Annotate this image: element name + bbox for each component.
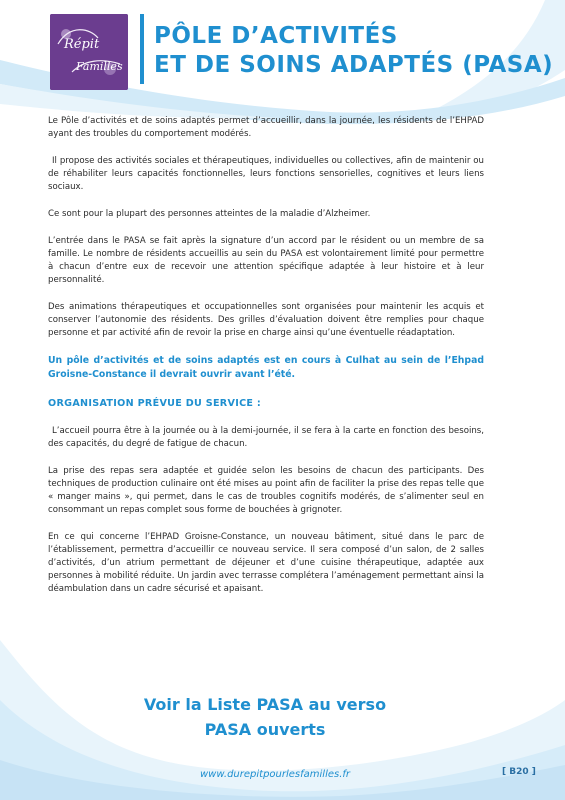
cta-line-2: PASA ouverts [204,720,326,739]
section-heading: ORGANISATION PRÉVUE DU SERVICE : [48,398,262,409]
section-paragraph: La prise des repas sera adaptée et guidée selon les besoins de chacun des participants. Des techniques de production culinaire ont été mises au point afin de faciliter la prise des repas telle que « manger mains », qui permet, dans le cas de troubles cognitifs modérés, de s’alimenter seul en consommant un repas complet sous forme de bouchées à grignoter. [48,466,484,515]
highlight-notice: Un pôle d’activités et de soins adaptés est en cours à Culhat au sein de l’Ehpad Groisne-Constance il devrait ouvrir avant l’été. [48,355,484,380]
page-number: [ B20 ] [502,767,536,777]
paragraph: L’entrée dans le PASA se fait après la signature d’un accord par le résident ou un membre de sa famille. Le nombre de résidents accueillis au sein du PASA est volontairement limité pour permettre à chacun d’entre eux de recevoir une attention spécifique adaptée à leur histoire et à leur personnalité. [48,236,484,285]
paragraph: Ce sont pour la plupart des personnes atteintes de la maladie d’Alzheimer. [48,209,371,219]
title-accent-bar [140,14,144,84]
page-title [154,22,553,80]
logo-artwork [50,14,128,90]
title-line-1: PÔLE D’ACTIVITÉS [154,23,398,49]
section-paragraph: L’accueil pourra être à la journée ou à la demi-journée, il se fera à la carte en fonction des besoins, des capacités, du degré de fatigue de chacun. [48,426,484,449]
title-line-2: ET DE SOINS ADAPTÉS (PASA) [154,52,554,78]
main-content [48,115,484,610]
logo [50,14,128,90]
footer-website-link[interactable]: www.durepitpourlesfamilles.fr [200,769,351,780]
logo-text-2: Familles [76,60,123,73]
cta-line-1: Voir la Liste PASA au verso [143,695,387,714]
paragraph: Il propose des activités sociales et thérapeutiques, individuelles ou collectives, afin de maintenir ou de réhabiliter leurs capacités fonctionnelles, leurs fonctions sensorielles, cognitives et leurs liens sociaux. [48,156,484,192]
paragraph: Des animations thérapeutiques et occupationnelles sont organisées pour maintenir les acquis et conserver l’autonomie des résidents. Des grilles d’évaluation doivent être remplies pour chaque personne et par activité afin de revoir la prise en charge ainsi qu’une éventuelle réadaptation. [48,302,484,338]
section-paragraph: En ce qui concerne l’EHPAD Groisne-Constance, un nouveau bâtiment, situé dans le parc de l’établissement, permettra d’accueillir ce nouveau service. Il sera composé d’un salon, de 2 salles d’activités, d’un atrium permettant de déjeuner et d’une cuisine thérapeutique, adaptée aux personnes à mobilité réduite. Un jardin avec terrasse complétera l’aménagement permettant ainsi la déambulation dans un cadre sécurisé et apaisant. [48,532,484,594]
paragraph: Le Pôle d’activités et de soins adaptés permet d’accueillir, dans la journée, les résidents de l’EHPAD ayant des troubles du comportement modérés. [48,116,484,139]
logo-text-1: Répit [64,37,100,52]
